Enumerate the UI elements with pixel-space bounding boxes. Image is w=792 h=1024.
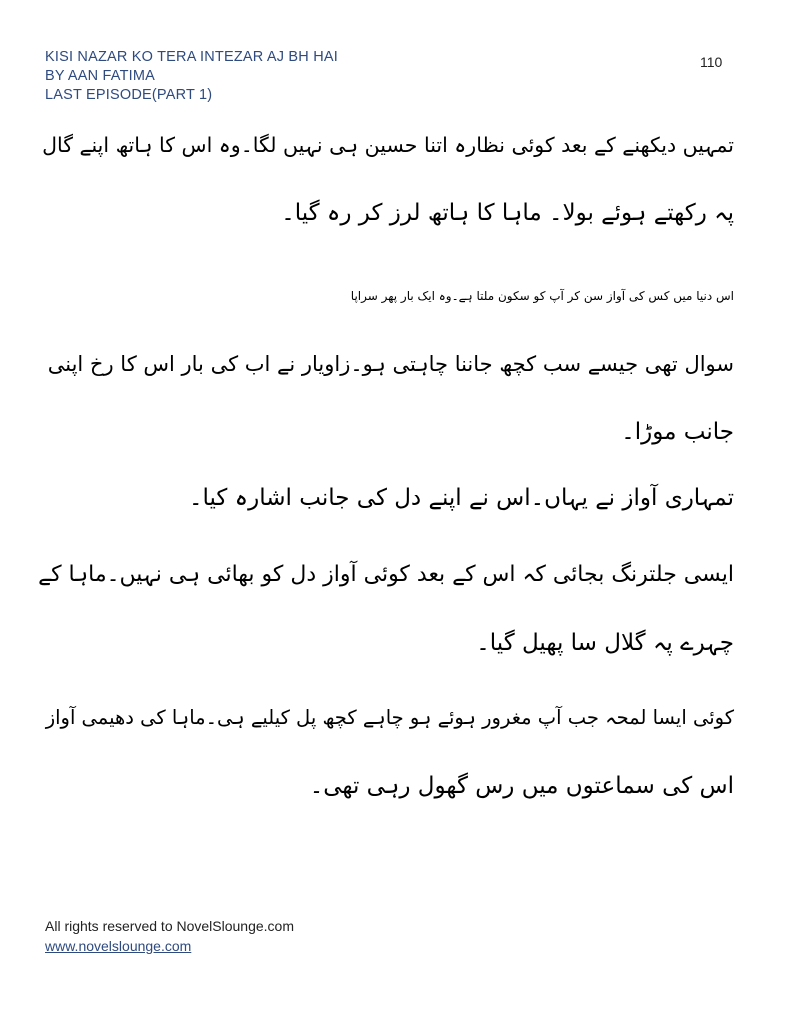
page-number: 110	[700, 54, 723, 70]
novel-title: KISI NAZAR KO TERA INTEZAR AJ BH HAI	[45, 49, 338, 65]
paragraph-4	[38, 541, 734, 677]
copyright-notice: All rights reserved to NovelSlounge.com	[45, 918, 295, 934]
paragraph-3	[189, 464, 734, 532]
text-line: کوئی ایسا لمحہ جب آپ مغرور ہوئے ہو چاہے کچھ پل کیلیے ہی۔ماہا کی دھیمی آواز	[45, 706, 734, 729]
text-line: چہرے پہ گلال سا پھیل گیا۔	[476, 630, 734, 656]
text-line: اس کی سماعتوں میں رس گھول رہی تھی۔	[309, 773, 734, 799]
text-line: جانب موڑا۔	[621, 419, 734, 445]
text-line: ایسی جلترنگ بجائی کہ اس کے بعد کوئی آواز دل کو بھائی ہی نہیں۔ماہا کے	[38, 562, 734, 587]
author-line: BY AAN FATIMA	[45, 68, 156, 84]
paragraph-2	[48, 262, 734, 466]
text-line: تمہیں دیکھنے کے بعد کوئی نظارہ اتنا حسین ہی نہیں لگا۔وہ اس کا ہاتھ اپنے گال	[42, 133, 734, 157]
document-header	[45, 48, 338, 105]
website-link[interactable]: www.novelslounge.com	[45, 938, 192, 954]
episode-line: LAST EPISODE(PART 1)	[45, 87, 213, 103]
text-line: پہ رکھتے ہوئے بولا۔ ماہا کا ہاتھ لرز کر رہ گیا۔	[281, 200, 734, 226]
text-line: اس دنیا میں کس کی آواز سن کر آپ کو سکون ملتا ہے۔وہ ایک بار پھر سراپا	[350, 289, 734, 303]
text-line: تمہاری آواز نے یہاں۔اس نے اپنے دل کی جانب اشارہ کیا۔	[189, 485, 734, 511]
page-footer	[45, 916, 294, 956]
paragraph-5	[46, 684, 734, 820]
text-line: سوال تھی جیسے سب کچھ جاننا چاہتی ہو۔زاویار نے اب کی بار اس کا رخ اپنی	[47, 352, 734, 376]
paragraph-1	[42, 111, 734, 247]
